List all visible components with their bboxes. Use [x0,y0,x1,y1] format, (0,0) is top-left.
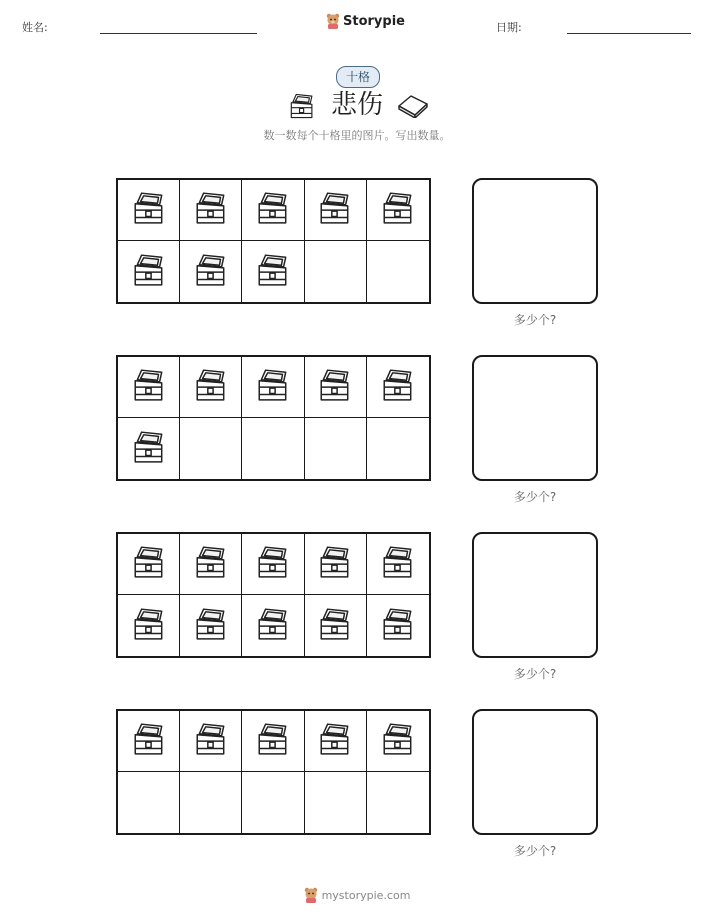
treasure-chest-icon [131,252,167,292]
ten-frame-cell [180,180,242,241]
storypie-logo [326,13,405,29]
ten-frame-cell [305,180,367,241]
answer-box-1[interactable] [472,178,598,304]
treasure-chest-icon [380,606,416,646]
ten-frame-cell [118,772,180,833]
footer-site: mystorypie.com [321,888,411,902]
ten-frame-cell [367,241,429,302]
answer-box-2[interactable] [472,355,598,481]
treasure-chest-icon [380,544,416,584]
ten-frame-cell [118,357,180,418]
date-line[interactable] [567,33,691,34]
how-many-label-4: 多少个? [513,844,557,858]
ten-frame-cell [242,357,304,418]
treasure-chest-icon [193,190,229,230]
ten-frame-cell [305,534,367,595]
ten-frame-cell [118,241,180,302]
treasure-chest-icon [193,721,229,761]
treasure-chest-icon [255,367,291,407]
ten-frame-cell [118,711,180,772]
treasure-chest-icon [131,721,167,761]
treasure-chest-icon [255,606,291,646]
treasure-chest-icon [255,721,291,761]
ten-frame-cell [367,180,429,241]
footer [0,884,714,906]
ten-frame-cell [305,418,367,479]
treasure-chest-icon [380,190,416,230]
treasure-chest-icon [131,606,167,646]
ten-frame-cell [367,534,429,595]
ten-frame-4 [116,709,431,835]
topic-badge: 十格 [336,66,380,88]
ten-frame-cell [180,772,242,833]
brand-name: Storypie [343,13,405,29]
ten-frame-cell [118,595,180,656]
treasure-chest-icon [193,606,229,646]
ten-frame-1 [116,178,431,304]
ten-frame-cell [180,241,242,302]
treasure-chest-icon [255,190,291,230]
worksheet-title: 悲伤 [330,90,383,120]
ten-frame-cell [180,595,242,656]
ten-frame-cell [118,534,180,595]
treasure-chest-icon [255,252,291,292]
ten-frame-cell [242,595,304,656]
bear-mascot-icon [326,13,340,29]
treasure-chest-icon [317,367,353,407]
treasure-chest-icon [317,190,353,230]
ten-frame-cell [305,595,367,656]
treasure-chest-icon [317,721,353,761]
date-label: 日期: [496,21,522,34]
answer-box-4[interactable] [472,709,598,835]
ten-frame-cell [180,418,242,479]
treasure-chest-icon [380,367,416,407]
ten-frame-cell [242,418,304,479]
ten-frame-cell [367,711,429,772]
ten-frame-cell [242,180,304,241]
how-many-label-3: 多少个? [513,667,557,681]
treasure-chest-icon [193,367,229,407]
bear-mascot-icon [304,887,318,903]
ten-frame-cell [118,418,180,479]
answer-box-3[interactable] [472,532,598,658]
ten-frame-cell [367,418,429,479]
treasure-chest-icon [131,367,167,407]
open-lid-icon [397,94,429,122]
treasure-chest-icon [131,190,167,230]
treasure-chest-icon [317,544,353,584]
ten-frame-2 [116,355,431,481]
ten-frame-cell [305,241,367,302]
ten-frame-cell [242,711,304,772]
treasure-chest-icon [193,544,229,584]
ten-frame-cell [305,772,367,833]
ten-frame-cell [367,357,429,418]
ten-frame-3 [116,532,431,658]
treasure-chest-icon [317,606,353,646]
ten-frame-cell [242,534,304,595]
name-label: 姓名: [22,21,48,34]
how-many-label-1: 多少个? [513,313,557,327]
ten-frame-cell [180,357,242,418]
ten-frame-cell [180,711,242,772]
ten-frame-cell [367,595,429,656]
ten-frame-cell [305,357,367,418]
how-many-label-2: 多少个? [513,490,557,504]
ten-frame-cell [118,180,180,241]
treasure-chest-icon [255,544,291,584]
treasure-chest-icon [131,429,167,469]
treasure-chest-icon [193,252,229,292]
ten-frame-cell [367,772,429,833]
treasure-chest-icon [380,721,416,761]
ten-frame-cell [180,534,242,595]
instruction-text: 数一数每个十格里的图片。写出数量。 [263,129,451,142]
ten-frame-cell [305,711,367,772]
treasure-chest-icon [131,544,167,584]
ten-frame-cell [242,772,304,833]
name-line[interactable] [100,33,257,34]
ten-frame-cell [242,241,304,302]
